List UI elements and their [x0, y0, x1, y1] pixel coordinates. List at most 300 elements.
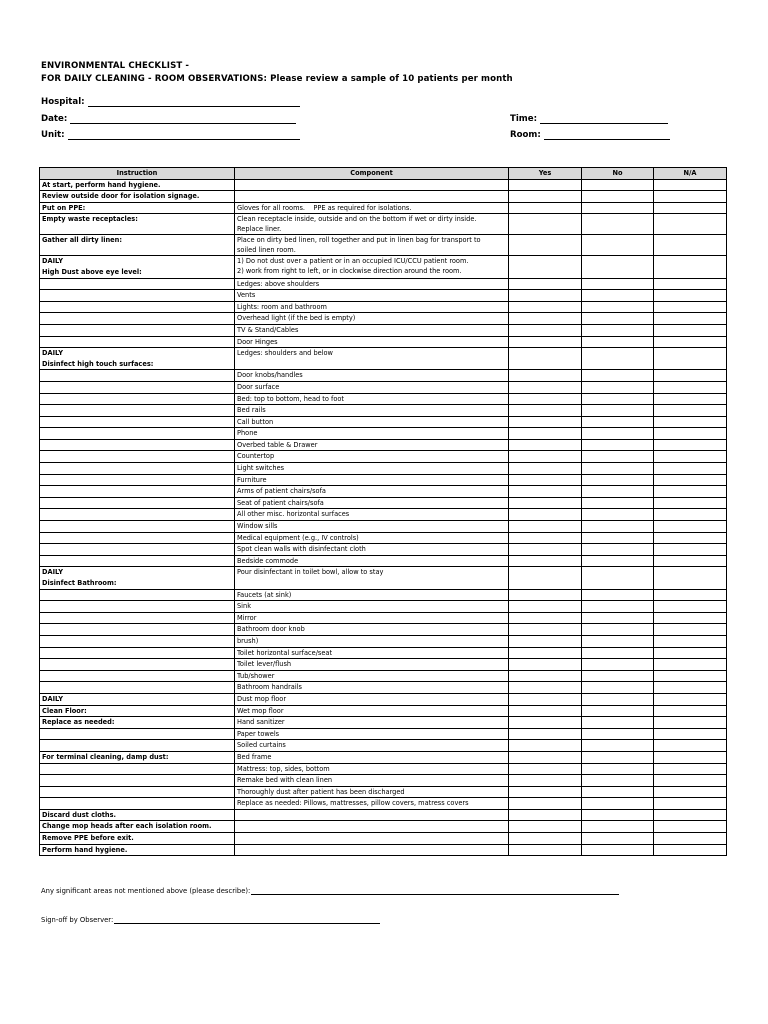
instruction-cell	[40, 290, 235, 302]
yes-checkbox-cell[interactable]	[509, 301, 582, 313]
na-checkbox-cell[interactable]	[654, 601, 727, 613]
checklist-body	[40, 179, 727, 856]
component-cell: Paper towels	[235, 728, 509, 740]
table-row	[40, 740, 727, 752]
instruction-cell: DAILY High Dust above eye level:	[40, 256, 235, 278]
yes-checkbox-cell[interactable]	[509, 428, 582, 440]
instruction-cell	[40, 301, 235, 313]
na-checkbox-cell[interactable]	[654, 555, 727, 567]
yes-checkbox-cell[interactable]	[509, 647, 582, 659]
time-field[interactable]	[510, 114, 668, 124]
yes-checkbox-cell[interactable]	[509, 693, 582, 705]
table-row	[40, 416, 727, 428]
na-checkbox-cell[interactable]	[654, 705, 727, 717]
hospital-field[interactable]	[41, 97, 300, 107]
no-checkbox-cell[interactable]	[582, 370, 654, 382]
instruction-cell	[40, 370, 235, 382]
yes-checkbox-cell[interactable]	[509, 179, 582, 191]
table-row	[40, 589, 727, 601]
no-checkbox-cell[interactable]	[582, 705, 654, 717]
yes-checkbox-cell[interactable]	[509, 214, 582, 235]
table-row	[40, 763, 727, 775]
na-checkbox-cell[interactable]	[654, 659, 727, 671]
no-checkbox-cell[interactable]	[582, 555, 654, 567]
na-checkbox-cell[interactable]	[654, 544, 727, 556]
component-cell: Clean receptacle inside, outside and on the bottom if wet or dirty inside. Replace liner.	[235, 214, 509, 235]
component-cell: Seat of patient chairs/sofa	[235, 497, 509, 509]
table-row	[40, 635, 727, 647]
yes-checkbox-cell[interactable]	[509, 463, 582, 475]
na-checkbox-cell[interactable]	[654, 290, 727, 302]
component-cell: Faucets (at sink)	[235, 589, 509, 601]
component-cell: Bed: top to bottom, head to foot	[235, 393, 509, 405]
na-checkbox-cell[interactable]	[654, 202, 727, 214]
component-cell: Overbed table & Drawer	[235, 439, 509, 451]
component-cell: Overhead light (if the bed is empty)	[235, 313, 509, 325]
no-checkbox-cell[interactable]	[582, 497, 654, 509]
yes-checkbox-cell[interactable]	[509, 844, 582, 856]
component-cell: Bathroom door knob	[235, 624, 509, 636]
yes-checkbox-cell[interactable]	[509, 728, 582, 740]
no-checkbox-cell[interactable]	[582, 348, 654, 370]
instruction-cell	[40, 393, 235, 405]
yes-checkbox-cell[interactable]	[509, 381, 582, 393]
na-checkbox-cell[interactable]	[654, 809, 727, 821]
yes-checkbox-cell[interactable]	[509, 521, 582, 533]
na-checkbox-cell[interactable]	[654, 589, 727, 601]
yes-checkbox-cell[interactable]	[509, 775, 582, 787]
no-checkbox-cell[interactable]	[582, 693, 654, 705]
instruction-cell	[40, 336, 235, 348]
na-checkbox-cell[interactable]	[654, 497, 727, 509]
yes-checkbox-cell[interactable]	[509, 635, 582, 647]
no-checkbox-cell[interactable]	[582, 439, 654, 451]
yes-checkbox-cell[interactable]	[509, 256, 582, 278]
na-checkbox-cell[interactable]	[654, 740, 727, 752]
yes-checkbox-cell[interactable]	[509, 451, 582, 463]
instruction-cell	[40, 670, 235, 682]
areas-line[interactable]	[251, 886, 619, 895]
na-checkbox-cell[interactable]	[654, 833, 727, 845]
yes-checkbox-cell[interactable]	[509, 740, 582, 752]
na-checkbox-cell[interactable]	[654, 439, 727, 451]
column-header-component: Component	[235, 168, 509, 180]
room-field[interactable]	[510, 130, 670, 140]
no-checkbox-cell[interactable]	[582, 381, 654, 393]
no-checkbox-cell[interactable]	[582, 624, 654, 636]
component-cell	[235, 191, 509, 203]
no-checkbox-cell[interactable]	[582, 532, 654, 544]
yes-checkbox-cell[interactable]	[509, 659, 582, 671]
na-checkbox-cell[interactable]	[654, 728, 727, 740]
component-cell: Vents	[235, 290, 509, 302]
no-checkbox-cell[interactable]	[582, 647, 654, 659]
na-checkbox-cell[interactable]	[654, 256, 727, 278]
hospital-label: Hospital:	[41, 97, 85, 107]
no-checkbox-cell[interactable]	[582, 682, 654, 694]
instruction-cell	[40, 775, 235, 787]
no-checkbox-cell[interactable]	[582, 740, 654, 752]
na-checkbox-cell[interactable]	[654, 405, 727, 417]
na-checkbox-cell[interactable]	[654, 278, 727, 290]
date-line[interactable]	[70, 114, 296, 124]
no-checkbox-cell[interactable]	[582, 635, 654, 647]
no-checkbox-cell[interactable]	[582, 202, 654, 214]
yes-checkbox-cell[interactable]	[509, 405, 582, 417]
na-checkbox-cell[interactable]	[654, 463, 727, 475]
table-row	[40, 567, 727, 589]
instruction-cell: Clean Floor:	[40, 705, 235, 717]
table-row	[40, 717, 727, 729]
na-checkbox-cell[interactable]	[654, 751, 727, 763]
na-checkbox-cell[interactable]	[654, 532, 727, 544]
table-row	[40, 844, 727, 856]
yes-checkbox-cell[interactable]	[509, 589, 582, 601]
instruction-cell	[40, 381, 235, 393]
na-checkbox-cell[interactable]	[654, 624, 727, 636]
no-checkbox-cell[interactable]	[582, 509, 654, 521]
table-row	[40, 786, 727, 798]
checklist-table	[39, 167, 727, 856]
instruction-cell	[40, 451, 235, 463]
na-checkbox-cell[interactable]	[654, 336, 727, 348]
date-field[interactable]	[41, 114, 296, 124]
na-checkbox-cell[interactable]	[654, 486, 727, 498]
instruction-cell	[40, 428, 235, 440]
table-row	[40, 324, 727, 336]
signoff-field[interactable]	[41, 915, 380, 924]
component-cell: Bed frame	[235, 751, 509, 763]
yes-checkbox-cell[interactable]	[509, 532, 582, 544]
yes-checkbox-cell[interactable]	[509, 670, 582, 682]
yes-checkbox-cell[interactable]	[509, 833, 582, 845]
na-checkbox-cell[interactable]	[654, 348, 727, 370]
yes-checkbox-cell[interactable]	[509, 798, 582, 810]
table-row	[40, 682, 727, 694]
column-header-yes: Yes	[509, 168, 582, 180]
instruction-cell	[40, 659, 235, 671]
no-checkbox-cell[interactable]	[582, 821, 654, 833]
no-checkbox-cell[interactable]	[582, 601, 654, 613]
no-checkbox-cell[interactable]	[582, 833, 654, 845]
instruction-cell: DAILY	[40, 693, 235, 705]
component-cell: Sink	[235, 601, 509, 613]
instruction-cell	[40, 405, 235, 417]
yes-checkbox-cell[interactable]	[509, 416, 582, 428]
na-checkbox-cell[interactable]	[654, 521, 727, 533]
no-checkbox-cell[interactable]	[582, 544, 654, 556]
instruction-cell	[40, 532, 235, 544]
yes-checkbox-cell[interactable]	[509, 555, 582, 567]
no-checkbox-cell[interactable]	[582, 256, 654, 278]
table-row	[40, 775, 727, 787]
component-cell	[235, 821, 509, 833]
na-checkbox-cell[interactable]	[654, 821, 727, 833]
time-label: Time:	[510, 114, 538, 124]
yes-checkbox-cell[interactable]	[509, 809, 582, 821]
table-row	[40, 202, 727, 214]
unit-line[interactable]	[68, 130, 300, 140]
component-cell: Bedside commode	[235, 555, 509, 567]
yes-checkbox-cell[interactable]	[509, 821, 582, 833]
na-checkbox-cell[interactable]	[654, 509, 727, 521]
no-checkbox-cell[interactable]	[582, 612, 654, 624]
unit-label: Unit:	[41, 130, 65, 140]
yes-checkbox-cell[interactable]	[509, 544, 582, 556]
table-row	[40, 428, 727, 440]
component-cell: 1) Do not dust over a patient or in an occupied ICU/CCU patient room. 2) work from right to left, or in clockwise direction around the room.	[235, 256, 509, 278]
no-checkbox-cell[interactable]	[582, 486, 654, 498]
time-line[interactable]	[540, 114, 668, 124]
instruction-cell: Review outside door for isolation signage.	[40, 191, 235, 203]
no-checkbox-cell[interactable]	[582, 809, 654, 821]
na-checkbox-cell[interactable]	[654, 670, 727, 682]
table-row	[40, 486, 727, 498]
no-checkbox-cell[interactable]	[582, 393, 654, 405]
instruction-cell	[40, 798, 235, 810]
yes-checkbox-cell[interactable]	[509, 682, 582, 694]
yes-checkbox-cell[interactable]	[509, 191, 582, 203]
no-checkbox-cell[interactable]	[582, 336, 654, 348]
na-checkbox-cell[interactable]	[654, 214, 727, 235]
no-checkbox-cell[interactable]	[582, 463, 654, 475]
yes-checkbox-cell[interactable]	[509, 624, 582, 636]
component-cell: Toilet horizontal surface/seat	[235, 647, 509, 659]
yes-checkbox-cell[interactable]	[509, 324, 582, 336]
component-cell: Pour disinfectant in toilet bowl, allow to stay	[235, 567, 509, 589]
table-row	[40, 693, 727, 705]
table-row	[40, 647, 727, 659]
column-header-no: No	[582, 168, 654, 180]
instruction-cell: Empty waste receptacles:	[40, 214, 235, 235]
component-cell: Mirror	[235, 612, 509, 624]
yes-checkbox-cell[interactable]	[509, 567, 582, 589]
na-checkbox-cell[interactable]	[654, 179, 727, 191]
unit-field[interactable]	[41, 130, 300, 140]
no-checkbox-cell[interactable]	[582, 567, 654, 589]
na-checkbox-cell[interactable]	[654, 301, 727, 313]
no-checkbox-cell[interactable]	[582, 670, 654, 682]
instruction-cell	[40, 682, 235, 694]
yes-checkbox-cell[interactable]	[509, 313, 582, 325]
na-checkbox-cell[interactable]	[654, 844, 727, 856]
yes-checkbox-cell[interactable]	[509, 717, 582, 729]
na-checkbox-cell[interactable]	[654, 474, 727, 486]
na-checkbox-cell[interactable]	[654, 612, 727, 624]
table-row	[40, 235, 727, 256]
no-checkbox-cell[interactable]	[582, 179, 654, 191]
na-checkbox-cell[interactable]	[654, 451, 727, 463]
no-checkbox-cell[interactable]	[582, 290, 654, 302]
signoff-label: Sign-off by Observer:	[41, 916, 114, 924]
component-cell: Call button	[235, 416, 509, 428]
na-checkbox-cell[interactable]	[654, 567, 727, 589]
table-row	[40, 728, 727, 740]
yes-checkbox-cell[interactable]	[509, 278, 582, 290]
table-row	[40, 497, 727, 509]
table-row	[40, 278, 727, 290]
na-checkbox-cell[interactable]	[654, 682, 727, 694]
instruction-cell: DAILY Disinfect Bathroom:	[40, 567, 235, 589]
table-row	[40, 532, 727, 544]
instruction-cell: Change mop heads after each isolation room.	[40, 821, 235, 833]
form-title-line-2: FOR DAILY CLEANING - ROOM OBSERVATIONS: Please review a sample of 10 patients per month	[41, 74, 513, 84]
table-row	[40, 348, 727, 370]
no-checkbox-cell[interactable]	[582, 428, 654, 440]
component-cell: Soiled curtains	[235, 740, 509, 752]
na-checkbox-cell[interactable]	[654, 763, 727, 775]
room-line[interactable]	[544, 130, 670, 140]
yes-checkbox-cell[interactable]	[509, 601, 582, 613]
na-checkbox-cell[interactable]	[654, 235, 727, 256]
no-checkbox-cell[interactable]	[582, 659, 654, 671]
component-cell: Toilet lever/flush	[235, 659, 509, 671]
table-row	[40, 179, 727, 191]
no-checkbox-cell[interactable]	[582, 786, 654, 798]
no-checkbox-cell[interactable]	[582, 798, 654, 810]
no-checkbox-cell[interactable]	[582, 474, 654, 486]
yes-checkbox-cell[interactable]	[509, 202, 582, 214]
no-checkbox-cell[interactable]	[582, 763, 654, 775]
component-cell: Wet mop floor	[235, 705, 509, 717]
table-header-row	[40, 168, 727, 180]
yes-checkbox-cell[interactable]	[509, 486, 582, 498]
na-checkbox-cell[interactable]	[654, 313, 727, 325]
yes-checkbox-cell[interactable]	[509, 705, 582, 717]
instruction-cell	[40, 509, 235, 521]
na-checkbox-cell[interactable]	[654, 693, 727, 705]
instruction-cell: Perform hand hygiene.	[40, 844, 235, 856]
no-checkbox-cell[interactable]	[582, 775, 654, 787]
na-checkbox-cell[interactable]	[654, 381, 727, 393]
na-checkbox-cell[interactable]	[654, 786, 727, 798]
yes-checkbox-cell[interactable]	[509, 393, 582, 405]
table-row	[40, 521, 727, 533]
no-checkbox-cell[interactable]	[582, 717, 654, 729]
table-row	[40, 451, 727, 463]
table-row	[40, 290, 727, 302]
table-row	[40, 670, 727, 682]
yes-checkbox-cell[interactable]	[509, 235, 582, 256]
no-checkbox-cell[interactable]	[582, 844, 654, 856]
yes-checkbox-cell[interactable]	[509, 509, 582, 521]
component-cell: Phone	[235, 428, 509, 440]
na-checkbox-cell[interactable]	[654, 647, 727, 659]
yes-checkbox-cell[interactable]	[509, 290, 582, 302]
table-row	[40, 601, 727, 613]
instruction-cell: Discard dust cloths.	[40, 809, 235, 821]
table-row	[40, 381, 727, 393]
instruction-cell	[40, 324, 235, 336]
na-checkbox-cell[interactable]	[654, 717, 727, 729]
no-checkbox-cell[interactable]	[582, 405, 654, 417]
na-checkbox-cell[interactable]	[654, 416, 727, 428]
instruction-cell	[40, 601, 235, 613]
no-checkbox-cell[interactable]	[582, 191, 654, 203]
instruction-cell	[40, 463, 235, 475]
component-cell: Bed rails	[235, 405, 509, 417]
no-checkbox-cell[interactable]	[582, 589, 654, 601]
no-checkbox-cell[interactable]	[582, 301, 654, 313]
instruction-cell	[40, 521, 235, 533]
instruction-cell	[40, 555, 235, 567]
yes-checkbox-cell[interactable]	[509, 370, 582, 382]
na-checkbox-cell[interactable]	[654, 370, 727, 382]
room-label: Room:	[510, 130, 541, 140]
no-checkbox-cell[interactable]	[582, 521, 654, 533]
no-checkbox-cell[interactable]	[582, 728, 654, 740]
component-cell: Hand sanitizer	[235, 717, 509, 729]
component-cell: Gloves for all rooms. PPE as required for isolations.	[235, 202, 509, 214]
table-row	[40, 798, 727, 810]
areas-label: Any significant areas not mentioned above (please describe):	[41, 887, 251, 895]
yes-checkbox-cell[interactable]	[509, 474, 582, 486]
table-row	[40, 405, 727, 417]
instruction-cell	[40, 728, 235, 740]
component-cell: Remake bed with clean linen	[235, 775, 509, 787]
yes-checkbox-cell[interactable]	[509, 751, 582, 763]
yes-checkbox-cell[interactable]	[509, 439, 582, 451]
component-cell	[235, 809, 509, 821]
component-cell: Bathroom handrails	[235, 682, 509, 694]
yes-checkbox-cell[interactable]	[509, 612, 582, 624]
na-checkbox-cell[interactable]	[654, 393, 727, 405]
no-checkbox-cell[interactable]	[582, 324, 654, 336]
instruction-cell	[40, 589, 235, 601]
no-checkbox-cell[interactable]	[582, 751, 654, 763]
na-checkbox-cell[interactable]	[654, 635, 727, 647]
na-checkbox-cell[interactable]	[654, 428, 727, 440]
na-checkbox-cell[interactable]	[654, 324, 727, 336]
instruction-cell	[40, 313, 235, 325]
table-row	[40, 544, 727, 556]
component-cell: Place on dirty bed linen, roll together and put in linen bag for transport to soiled linen room.	[235, 235, 509, 256]
table-row	[40, 336, 727, 348]
instruction-cell	[40, 786, 235, 798]
na-checkbox-cell[interactable]	[654, 775, 727, 787]
table-row	[40, 439, 727, 451]
column-header-na: N/A	[654, 168, 727, 180]
yes-checkbox-cell[interactable]	[509, 336, 582, 348]
table-row	[40, 214, 727, 235]
component-cell: Door knobs/handles	[235, 370, 509, 382]
instruction-cell: DAILY Disinfect high touch surfaces:	[40, 348, 235, 370]
yes-checkbox-cell[interactable]	[509, 786, 582, 798]
instruction-cell: Replace as needed:	[40, 717, 235, 729]
yes-checkbox-cell[interactable]	[509, 763, 582, 775]
yes-checkbox-cell[interactable]	[509, 497, 582, 509]
no-checkbox-cell[interactable]	[582, 451, 654, 463]
areas-field[interactable]	[41, 886, 619, 895]
no-checkbox-cell[interactable]	[582, 278, 654, 290]
table-row	[40, 509, 727, 521]
no-checkbox-cell[interactable]	[582, 313, 654, 325]
no-checkbox-cell[interactable]	[582, 416, 654, 428]
component-cell: All other misc. horizontal surfaces	[235, 509, 509, 521]
instruction-cell	[40, 474, 235, 486]
no-checkbox-cell[interactable]	[582, 214, 654, 235]
na-checkbox-cell[interactable]	[654, 798, 727, 810]
na-checkbox-cell[interactable]	[654, 191, 727, 203]
instruction-cell	[40, 647, 235, 659]
component-cell: Replace as needed: Pillows, mattresses, pillow covers, matress covers	[235, 798, 509, 810]
hospital-line[interactable]	[88, 97, 300, 107]
yes-checkbox-cell[interactable]	[509, 348, 582, 370]
signoff-line[interactable]	[114, 915, 380, 924]
instruction-cell: Put on PPE:	[40, 202, 235, 214]
component-cell	[235, 844, 509, 856]
no-checkbox-cell[interactable]	[582, 235, 654, 256]
